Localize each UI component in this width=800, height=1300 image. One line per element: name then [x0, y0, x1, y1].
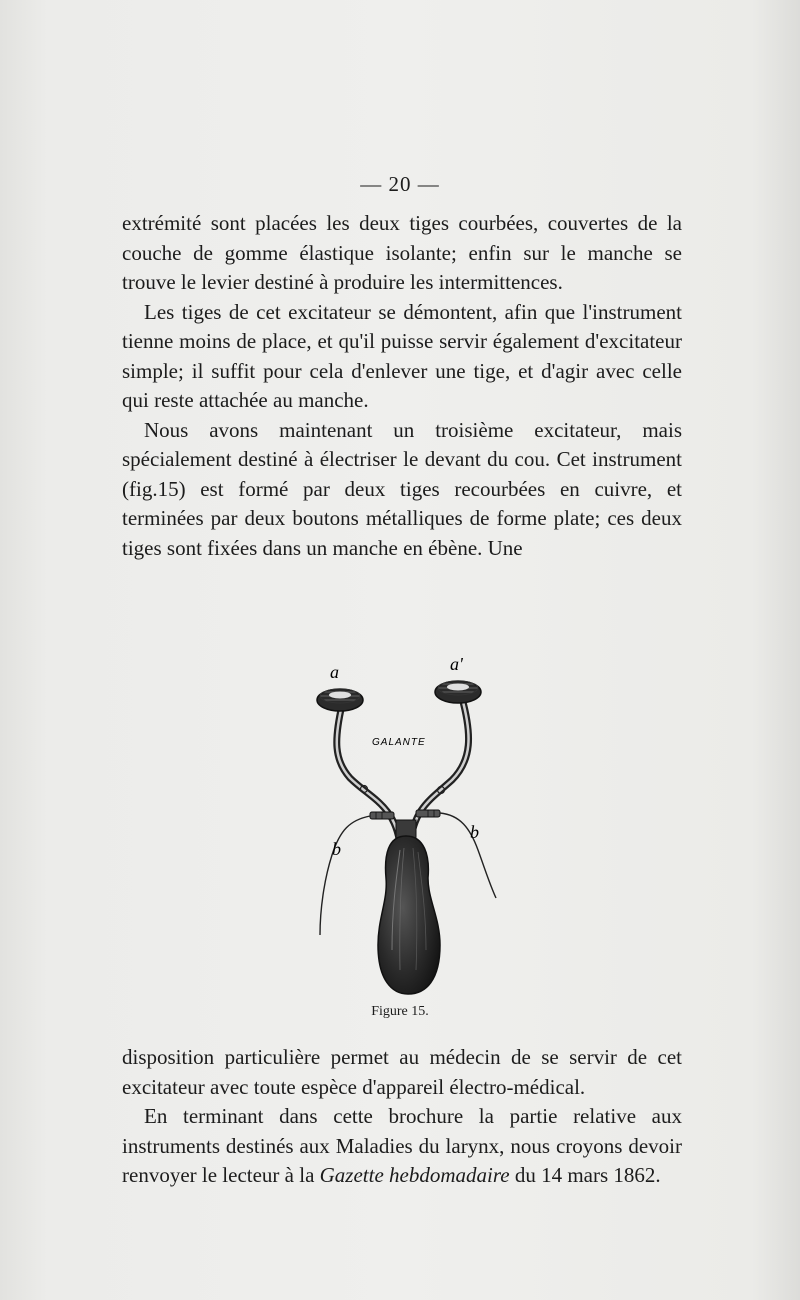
label-a-prime: a'	[450, 654, 463, 674]
right-binding-post	[416, 810, 440, 817]
figure-15-illustration	[300, 650, 510, 1010]
conclusion-text-start: En terminant dans cette brochure la partie relative aux instruments destinés aux Maladies du larynx, nous croyons devoir renvoyer le lecteur à la	[122, 1104, 682, 1187]
right-rod	[410, 698, 469, 845]
page-number: — 20 —	[360, 172, 440, 196]
text-block-top	[122, 209, 682, 563]
left-wire	[320, 816, 370, 935]
conclusion-text-end: du 14 mars 1862.	[509, 1163, 661, 1187]
paragraph-detachable-rods: Les tiges de cet excitateur se démontent, afin que l'instrument tienne moins de place, et qu'il puisse servir également d'excitateur simple; il suffit pour cela d'enlever une tige, et d'agir avec celle qui reste attachée au manche.	[122, 299, 682, 412]
label-b-left: b	[332, 839, 341, 859]
label-b-right: b	[470, 822, 479, 842]
left-binding-post	[370, 812, 394, 819]
left-rod	[337, 705, 400, 845]
paragraph-continuation: extrémité sont placées les deux tiges courbées, couvertes de la couche de gomme élastique isolante; enfin sur le manche se trouve le levier destiné à produire les intermittences.	[122, 211, 682, 294]
text-block-bottom	[122, 1043, 682, 1191]
maker-engraving: GALANTE	[372, 737, 426, 748]
left-plate-button	[317, 689, 363, 711]
figure-caption: Figure 15.	[371, 1004, 429, 1019]
right-plate-button	[435, 681, 481, 703]
paragraph-conclusion	[122, 1102, 682, 1191]
gazette-title: Gazette hebdomadaire	[319, 1163, 510, 1187]
right-wire	[440, 813, 496, 898]
exciter-engraving	[300, 650, 510, 1010]
label-a: a	[330, 662, 339, 682]
ebony-handle	[378, 836, 440, 994]
paragraph-disposition: disposition particulière permet au médecin de se servir de cet excitateur avec toute espèce d'appareil électro-médical.	[122, 1045, 682, 1099]
paragraph-third-exciter: Nous avons maintenant un troisième excitateur, mais spécialement destiné à électriser le devant du cou. Cet instrument (fig.15) est formé par deux tiges recourbées en cuivre, et terminées par deux boutons métalliques de forme plate; ces deux tiges sont fixées dans un manche en ébène. Une	[122, 417, 682, 560]
